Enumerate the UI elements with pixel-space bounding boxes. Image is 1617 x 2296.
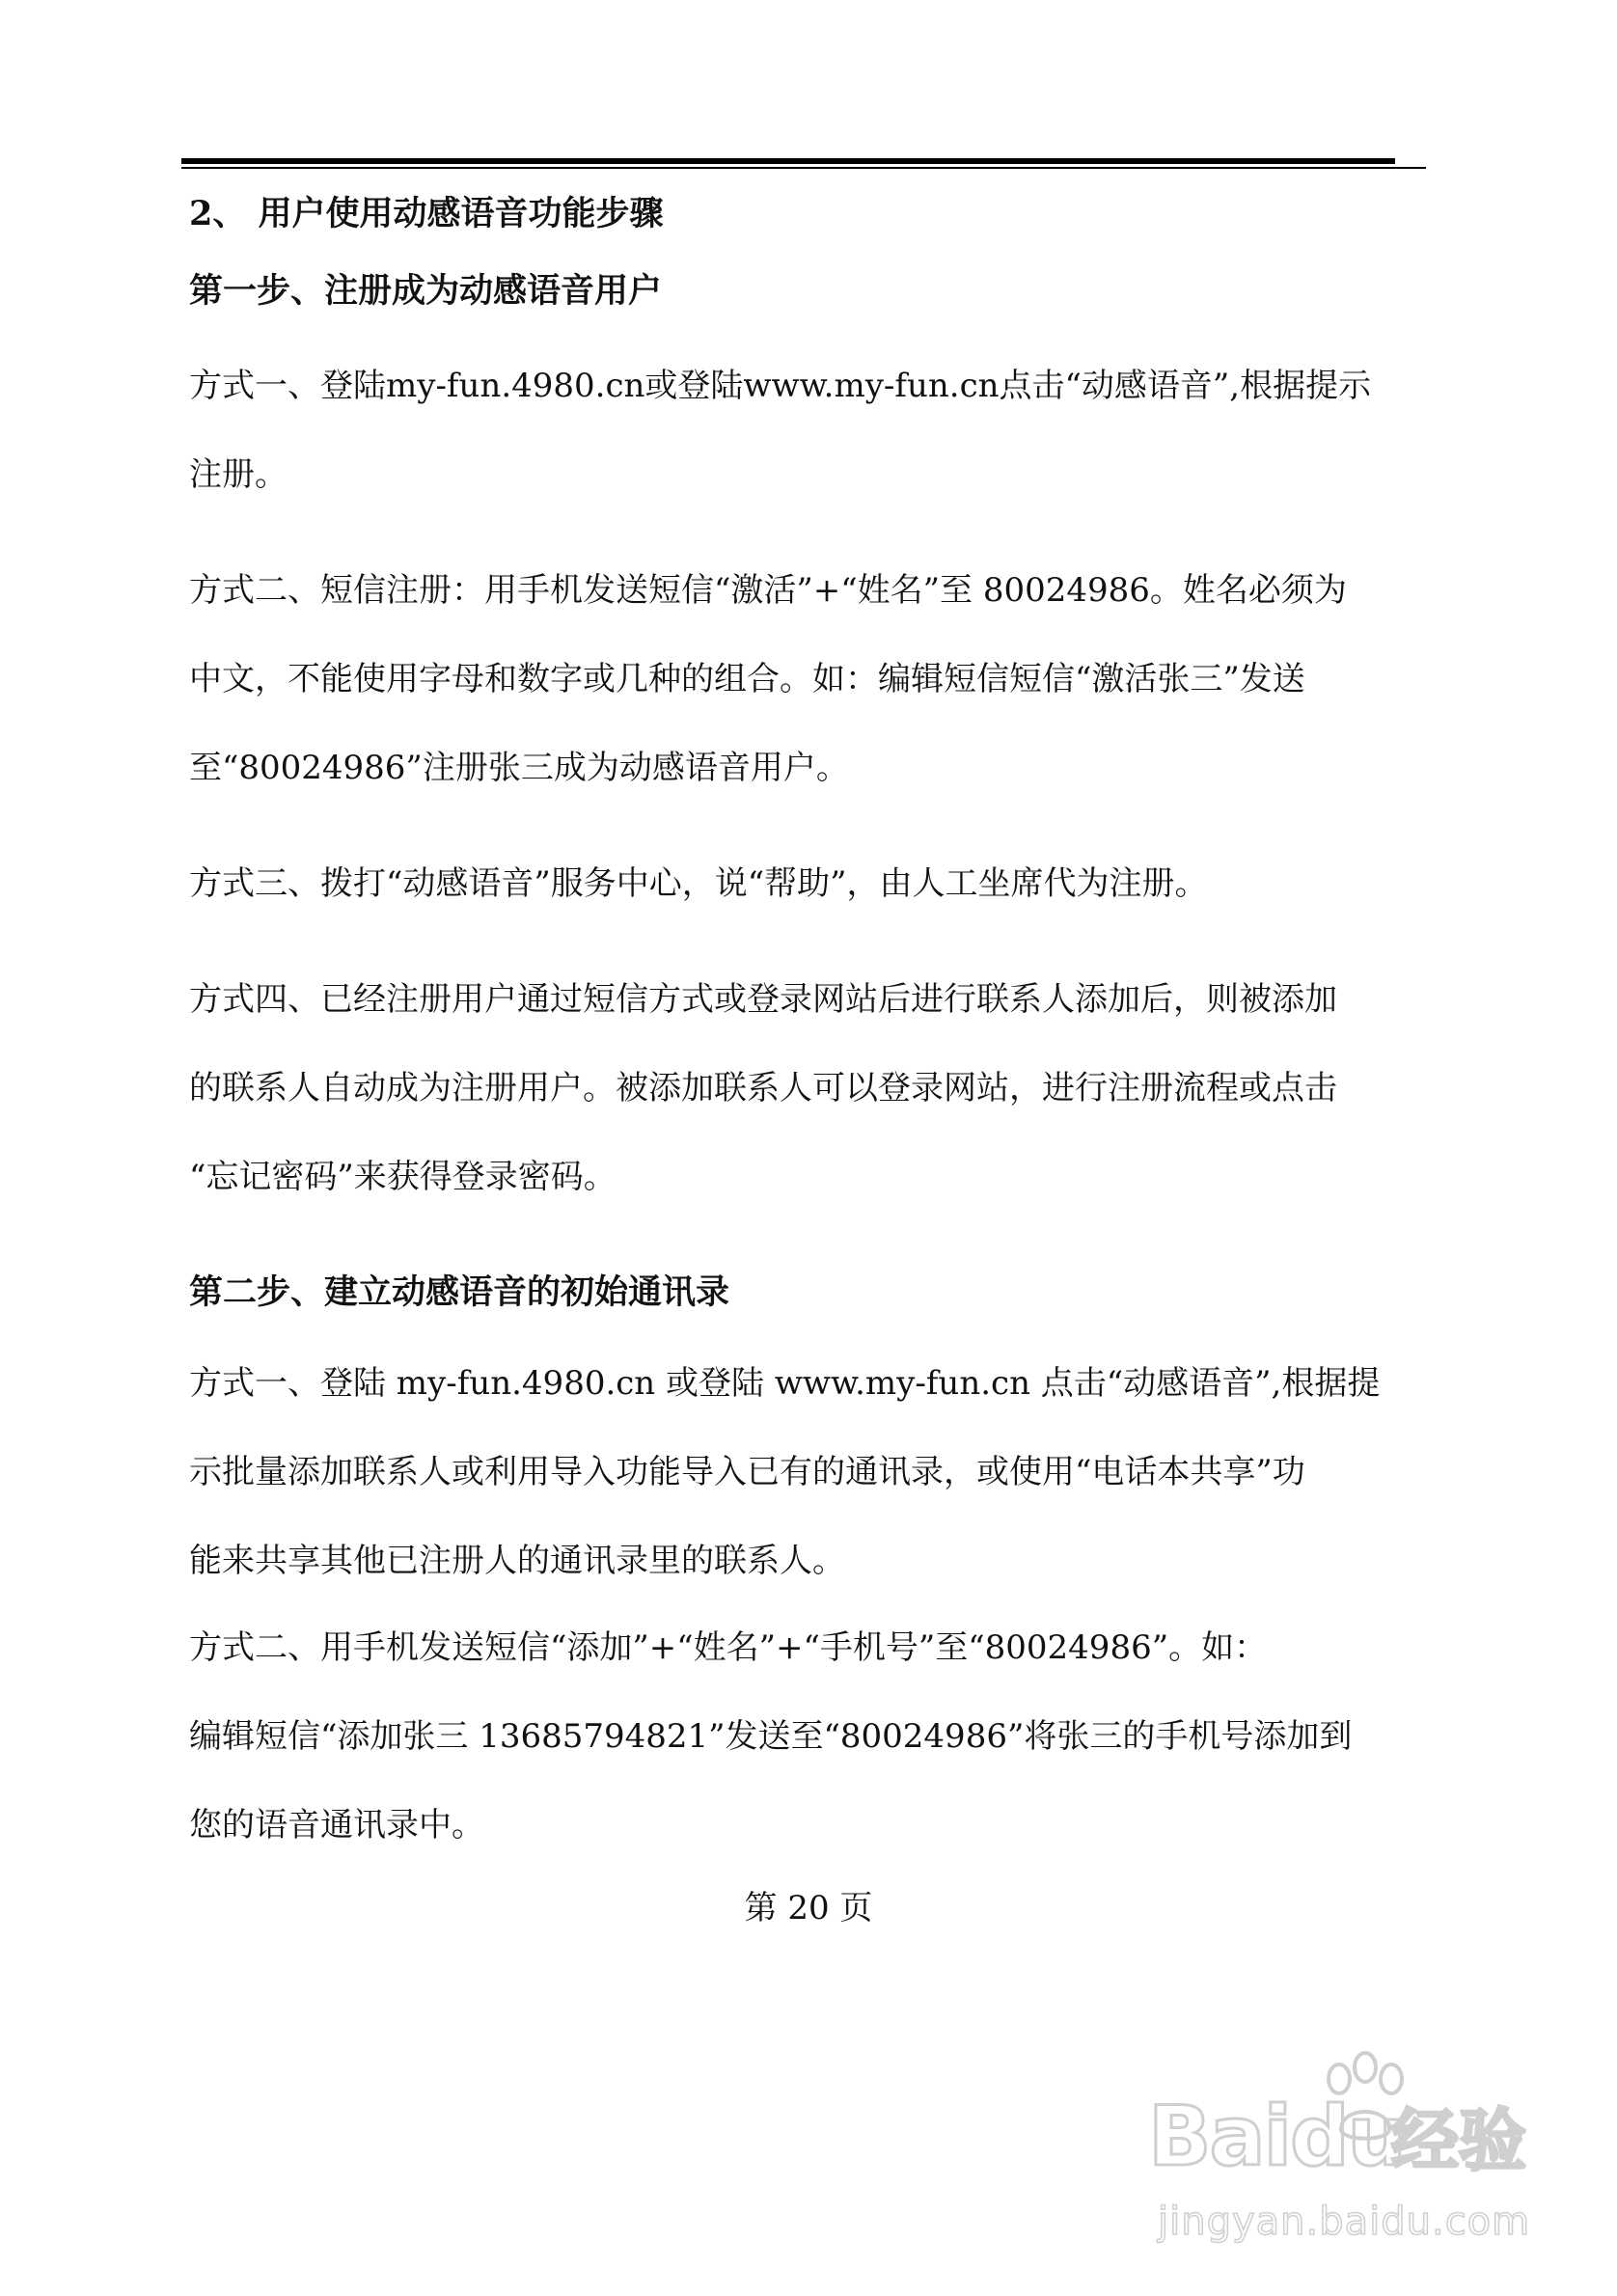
watermark-brand: 经验 (1391, 2101, 1526, 2180)
header-rule-thick (181, 158, 1395, 164)
step1-method2-line3: 至“80024986”注册张三成为动感语音用户。 (189, 749, 849, 787)
step1-method2-line2: 中文，不能使用字母和数字或几种的组合。如：编辑短信短信“激活张三”发送 (189, 660, 1305, 698)
watermark-logo (1148, 2091, 1405, 2183)
step1-method2-line1: 方式二、短信注册：用手机发送短信“激活”+“姓名”至 80024986。姓名必须为 (189, 571, 1347, 610)
step2-method2-line2: 编辑短信“添加张三 13685794821”发送至“80024986”将张三的手机号添加到 (189, 1717, 1353, 1756)
step1-method1-line1: 方式一、登陆my-fun.4980.cn或登陆www.my-fun.cn点击“动感语音”,根据提示 (189, 367, 1372, 405)
step2-method1-line2: 示批量添加联系人或利用导入功能导入已有的通讯录，或使用“电话本共享”功 (189, 1453, 1305, 1491)
step1-heading: 第一步、注册成为动感语音用户 (189, 271, 663, 311)
watermark-logo-part1: Bai (1148, 2089, 1291, 2185)
watermark-url: jingyan.baidu.com (1158, 2200, 1531, 2244)
step2-heading: 第二步、建立动感语音的初始通讯录 (189, 1272, 730, 1312)
step2-method1-line3: 能来共享其他已注册人的通讯录里的联系人。 (189, 1542, 845, 1580)
baidu-jingyan-watermark (1148, 2050, 1553, 2262)
step1-method4-line1: 方式四、已经注册用户通过短信方式或登录网站后进行联系人添加后，则被添加 (189, 980, 1337, 1019)
page-number: 第 20 页 (744, 1889, 873, 1927)
step1-method1-line2: 注册。 (189, 455, 288, 494)
step1-method3-line1: 方式三、拨打“动感语音”服务中心，说“帮助”，由人工坐席代为注册。 (189, 864, 1208, 903)
step2-method2-line3: 您的语音通讯录中。 (189, 1806, 484, 1845)
watermark-logo-part2: du (1290, 2089, 1405, 2185)
section-title: 2、 用户使用动感语音功能步骤 (189, 194, 664, 233)
step2-method2-line1: 方式二、用手机发送短信“添加”+“姓名”+“手机号”至“80024986”。如： (189, 1628, 1268, 1667)
step1-method4-line3: “忘记密码”来获得登录密码。 (189, 1158, 617, 1196)
step2-method1-line1: 方式一、登陆 my-fun.4980.cn 或登陆 www.my-fun.cn 点击“动感语音”,根据提 (189, 1364, 1381, 1403)
header-rule-thin (181, 167, 1426, 169)
step1-method4-line2: 的联系人自动成为注册用户。被添加联系人可以登录网站，进行注册流程或点击 (189, 1069, 1337, 1107)
